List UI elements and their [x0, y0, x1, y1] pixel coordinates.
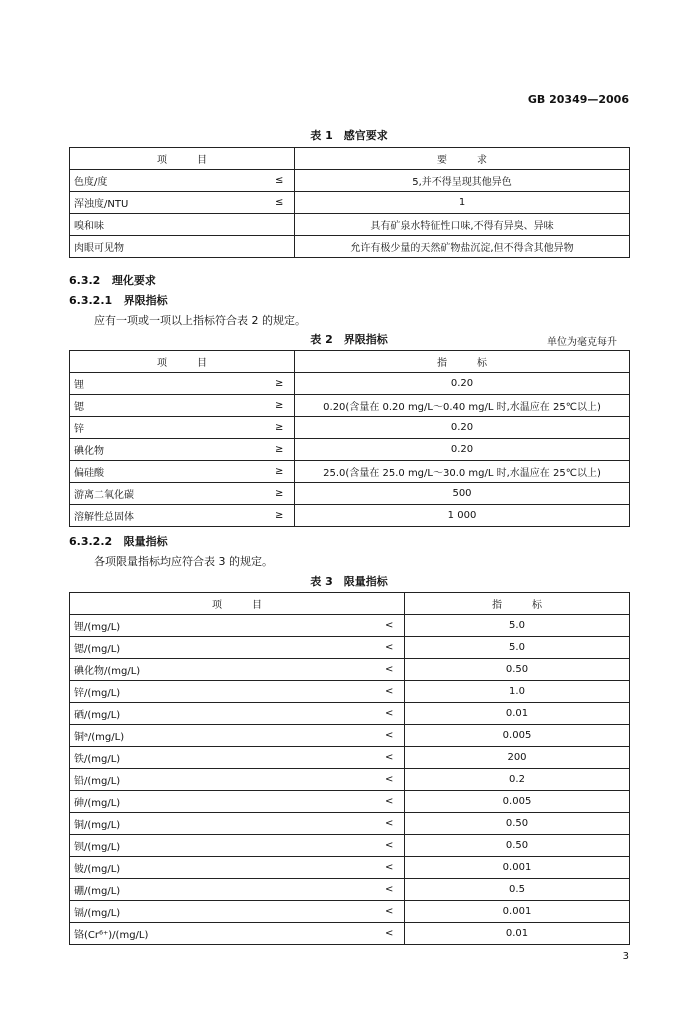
section-title: 界限指标: [123, 294, 168, 307]
table-row: [70, 769, 630, 791]
table-row: [70, 659, 630, 681]
row-item: 肉眼可见物: [70, 236, 265, 258]
section-number: 6.3.2.1: [69, 294, 113, 307]
row-operator: ≥: [265, 417, 295, 439]
row-value: 允许有极少量的天然矿物盐沉淀,但不得含其他异物: [295, 236, 630, 258]
table2-unit: 单位为毫克每升: [547, 337, 617, 348]
table-row: [70, 483, 630, 505]
row-value: 0.01: [405, 703, 630, 725]
row-operator: ≥: [265, 461, 295, 483]
row-operator: <: [375, 791, 405, 813]
row-item: 锶: [70, 395, 265, 417]
row-operator: <: [375, 857, 405, 879]
section-6322-heading: [69, 533, 168, 549]
section-632-heading: [69, 272, 156, 288]
row-value: 0.50: [405, 659, 630, 681]
table-row: [70, 681, 630, 703]
table-row: [70, 637, 630, 659]
row-item: 锂/(mg/L): [70, 615, 375, 637]
row-item: 钡/(mg/L): [70, 835, 375, 857]
row-item: 铁/(mg/L): [70, 747, 375, 769]
table1-sensory: [69, 147, 630, 258]
section-number: 6.3.2.2: [69, 535, 113, 548]
row-item: 锌/(mg/L): [70, 681, 375, 703]
table-row: [70, 505, 630, 527]
table3-header-value: 指 标: [405, 593, 630, 615]
section-title: 限量指标: [123, 535, 168, 548]
row-operator: <: [375, 901, 405, 923]
row-value: 0.005: [405, 725, 630, 747]
page-number: 3: [622, 951, 629, 962]
row-item: 锶/(mg/L): [70, 637, 375, 659]
row-operator: ≥: [265, 373, 295, 395]
row-operator: [265, 214, 295, 236]
row-value: 1 000: [295, 505, 630, 527]
table1-header-item: 项 目: [70, 148, 295, 170]
row-operator: ≥: [265, 439, 295, 461]
standard-code: GB 20349—2006: [527, 93, 629, 106]
section-6322-text: 各项限量指标均应符合表 3 的规定。: [94, 555, 273, 568]
row-item: 锂: [70, 373, 265, 395]
row-item: 游离二氧化碳: [70, 483, 265, 505]
table-row: [70, 214, 630, 236]
row-item: 硒/(mg/L): [70, 703, 375, 725]
table-row: [70, 747, 630, 769]
table-row: [70, 236, 630, 258]
row-item: 碘化物/(mg/L): [70, 659, 375, 681]
row-value: 5,并不得呈现其他异色: [295, 170, 630, 192]
table-row: [70, 879, 630, 901]
row-item: 偏硅酸: [70, 461, 265, 483]
row-item: 碘化物: [70, 439, 265, 461]
row-value: 0.2: [405, 769, 630, 791]
row-item: 镉/(mg/L): [70, 901, 375, 923]
row-item: 溶解性总固体: [70, 505, 265, 527]
row-operator: <: [375, 747, 405, 769]
row-item: 铜ᵃ/(mg/L): [70, 725, 375, 747]
table-row: [70, 461, 630, 483]
table3-limits: [69, 592, 630, 945]
table-row: [70, 835, 630, 857]
row-value: 0.5: [405, 879, 630, 901]
section-number: 6.3.2: [69, 274, 101, 287]
row-item: 砷/(mg/L): [70, 791, 375, 813]
row-operator: ≥: [265, 395, 295, 417]
row-value: 0.01: [405, 923, 630, 945]
row-value: 0.005: [405, 791, 630, 813]
table-row: [70, 395, 630, 417]
table-row: [70, 439, 630, 461]
table-row: [70, 192, 630, 214]
row-operator: <: [375, 769, 405, 791]
row-value: 5.0: [405, 637, 630, 659]
row-value: 25.0(含量在 25.0 mg/L～30.0 mg/L 时,水温应在 25℃以上): [295, 461, 630, 483]
row-operator: ≥: [265, 483, 295, 505]
row-value: 500: [295, 483, 630, 505]
table3-caption: 表 3 限量指标: [310, 575, 388, 588]
row-item: 铅/(mg/L): [70, 769, 375, 791]
row-operator: ≥: [265, 505, 295, 527]
table-row: [70, 703, 630, 725]
row-value: 5.0: [405, 615, 630, 637]
row-operator: <: [375, 637, 405, 659]
row-value: 0.50: [405, 835, 630, 857]
table2-header-value: 指 标: [295, 351, 630, 373]
row-item: 铍/(mg/L): [70, 857, 375, 879]
row-operator: <: [375, 703, 405, 725]
row-item: 嗅和味: [70, 214, 265, 236]
row-operator: <: [375, 923, 405, 945]
row-value: 1: [295, 192, 630, 214]
table-row: [70, 901, 630, 923]
row-item: 铜/(mg/L): [70, 813, 375, 835]
row-operator: <: [375, 615, 405, 637]
row-value: 0.20(含量在 0.20 mg/L～0.40 mg/L 时,水温应在 25℃以上): [295, 395, 630, 417]
row-value: 0.20: [295, 439, 630, 461]
section-6321-heading: [69, 292, 168, 308]
table2-header-item: 项 目: [70, 351, 295, 373]
table1-header-req: 要 求: [295, 148, 630, 170]
row-value: 1.0: [405, 681, 630, 703]
row-value: 0.20: [295, 417, 630, 439]
table2-caption: 表 2 界限指标: [310, 333, 388, 346]
row-operator: ≤: [265, 170, 295, 192]
row-value: 0.001: [405, 901, 630, 923]
section-6321-text: 应有一项或一项以上指标符合表 2 的规定。: [94, 314, 306, 327]
row-value: 0.001: [405, 857, 630, 879]
row-operator: <: [375, 659, 405, 681]
row-operator: <: [375, 725, 405, 747]
table1-caption: 表 1 感官要求: [310, 129, 388, 142]
row-item: 铬(Cr⁶⁺)/(mg/L): [70, 923, 375, 945]
table-row: [70, 373, 630, 395]
table-row: [70, 813, 630, 835]
row-operator: <: [375, 681, 405, 703]
table3-header-item: 项 目: [70, 593, 405, 615]
row-item: 硼/(mg/L): [70, 879, 375, 901]
row-value: 200: [405, 747, 630, 769]
table-row: [70, 923, 630, 945]
table-row: [70, 857, 630, 879]
table-row: [70, 725, 630, 747]
row-operator: <: [375, 813, 405, 835]
row-item: 浑浊度/NTU: [70, 192, 265, 214]
row-value: 具有矿泉水特征性口味,不得有异臭、异味: [295, 214, 630, 236]
row-value: 0.50: [405, 813, 630, 835]
table-row: [70, 791, 630, 813]
row-value: 0.20: [295, 373, 630, 395]
table-row: [70, 615, 630, 637]
table-row: [70, 170, 630, 192]
row-operator: ≤: [265, 192, 295, 214]
row-item: 锌: [70, 417, 265, 439]
row-item: 色度/度: [70, 170, 265, 192]
row-operator: [265, 236, 295, 258]
row-operator: <: [375, 879, 405, 901]
row-operator: <: [375, 835, 405, 857]
section-title: 理化要求: [111, 274, 156, 287]
table2-limits: [69, 350, 630, 527]
table-row: [70, 417, 630, 439]
